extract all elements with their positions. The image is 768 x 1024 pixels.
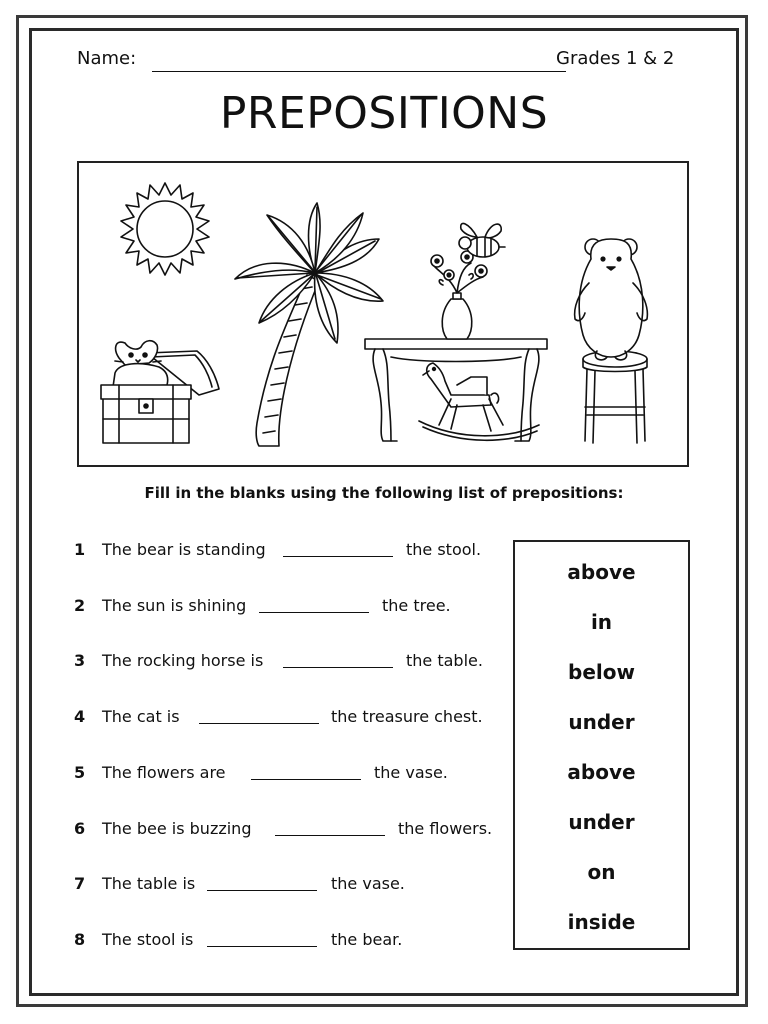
question-text: The rocking horse is xyxy=(102,651,264,670)
question-text: The bee is buzzing xyxy=(102,819,252,838)
treasure-chest-cat-icon xyxy=(101,341,219,443)
question-number: 4 xyxy=(74,707,86,726)
page-title: PREPOSITIONS xyxy=(219,88,549,139)
word-bank-item: on xyxy=(587,860,616,884)
table-icon xyxy=(365,339,547,441)
word-bank-item: inside xyxy=(567,910,636,934)
question-ending: the bear. xyxy=(331,930,403,949)
illustration-panel xyxy=(77,161,689,467)
bear-icon xyxy=(575,239,648,360)
instructions-text: Fill in the blanks using the following list of prepositions: xyxy=(144,484,624,502)
palm-tree-icon xyxy=(235,203,383,446)
answer-blank[interactable] xyxy=(207,946,317,947)
word-bank-item: under xyxy=(568,710,635,734)
question-number: 6 xyxy=(74,819,86,838)
name-label: Name: xyxy=(77,48,137,69)
question-ending: the stool. xyxy=(406,540,482,559)
answer-blank[interactable] xyxy=(199,723,319,724)
question-text: The bear is standing xyxy=(102,540,266,559)
question-text: The sun is shining xyxy=(102,596,247,615)
question-number: 5 xyxy=(74,763,86,782)
question-number: 2 xyxy=(74,596,86,615)
stool-icon xyxy=(583,351,647,443)
answer-blank[interactable] xyxy=(251,779,361,780)
name-blank-line[interactable] xyxy=(152,71,566,72)
question-ending: the vase. xyxy=(331,874,405,893)
question-ending: the flowers. xyxy=(398,819,493,838)
word-bank-item: below xyxy=(568,660,635,684)
word-bank-item: under xyxy=(568,810,635,834)
word-bank-item: above xyxy=(567,560,636,584)
question-text: The stool is xyxy=(102,930,194,949)
question-number: 7 xyxy=(74,874,86,893)
question-number: 3 xyxy=(74,651,86,670)
answer-blank[interactable] xyxy=(259,612,369,613)
word-bank-item: above xyxy=(567,760,636,784)
grades-label: Grades 1 & 2 xyxy=(556,48,675,69)
word-bank-item: in xyxy=(590,610,613,634)
answer-blank[interactable] xyxy=(207,890,317,891)
flower-vase-icon xyxy=(431,251,487,339)
word-bank-box xyxy=(513,540,690,950)
question-number: 1 xyxy=(74,540,86,559)
sun-icon xyxy=(121,183,209,275)
question-text: The table is xyxy=(102,874,196,893)
answer-blank[interactable] xyxy=(283,556,393,557)
question-ending: the table. xyxy=(406,651,483,670)
answer-blank[interactable] xyxy=(275,835,385,836)
question-text: The flowers are xyxy=(102,763,226,782)
question-ending: the tree. xyxy=(382,596,451,615)
question-text: The cat is xyxy=(102,707,180,726)
question-number: 8 xyxy=(74,930,86,949)
question-ending: the vase. xyxy=(374,763,448,782)
question-ending: the treasure chest. xyxy=(331,707,483,726)
answer-blank[interactable] xyxy=(283,667,393,668)
